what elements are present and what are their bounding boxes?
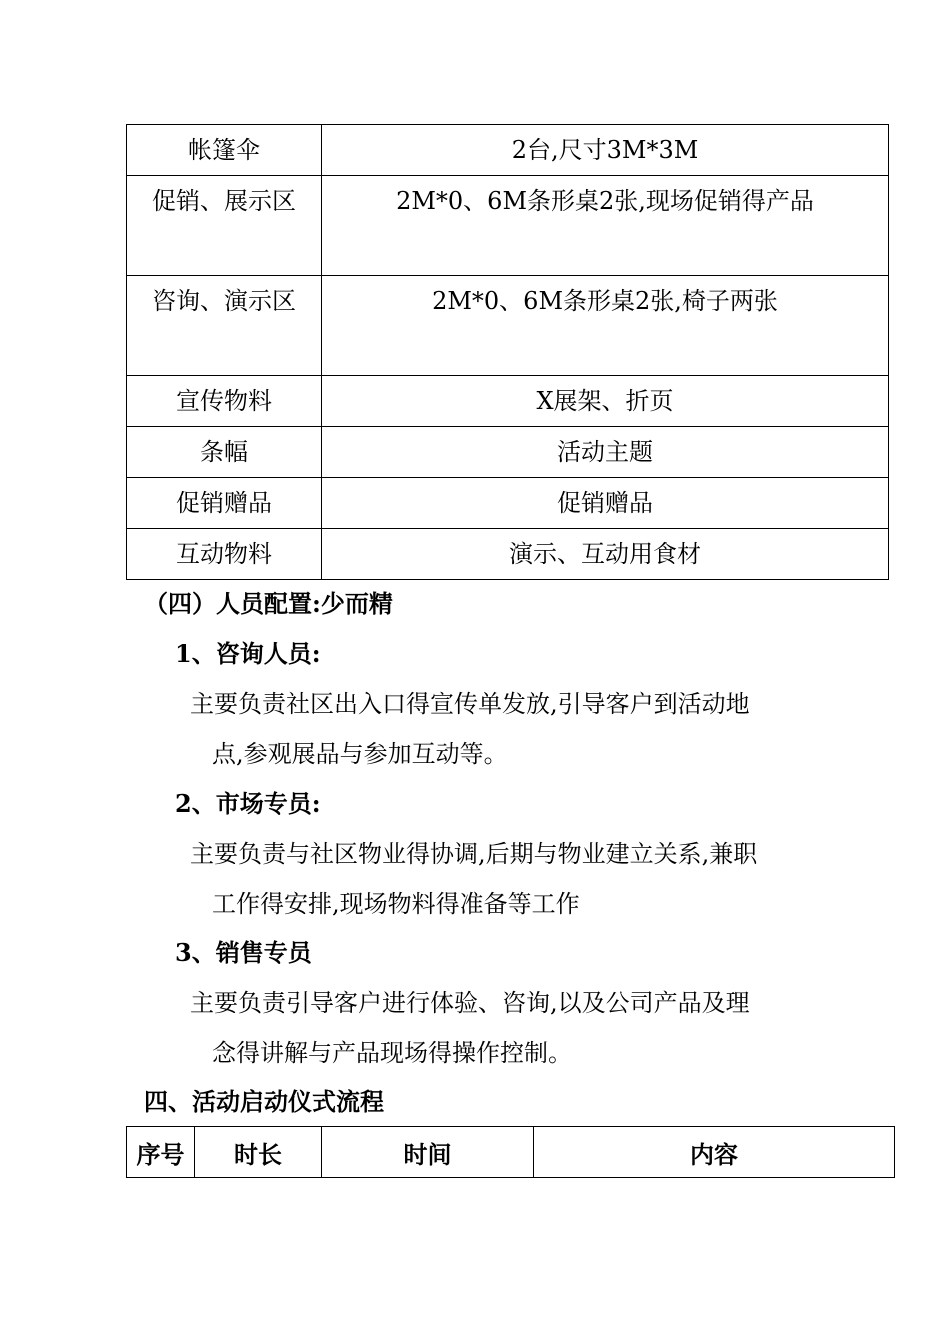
table-row — [127, 376, 889, 427]
role-description: 主要负责社区出入口得宣传单发放,引导客户到活动地 — [190, 690, 750, 718]
item-cell: 宣传物料 — [127, 376, 322, 427]
item-cell: 帐篷伞 — [127, 125, 322, 176]
desc-cell: 2台,尺寸3M*3M — [322, 125, 889, 176]
equipment-table — [126, 124, 889, 580]
role-title: 3、销售专员 — [175, 938, 312, 967]
item-cell: 咨询、演示区 — [127, 276, 322, 376]
desc-cell: 活动主题 — [322, 427, 889, 478]
item-cell: 促销赠品 — [127, 478, 322, 529]
table-row — [127, 529, 889, 580]
table-row — [127, 478, 889, 529]
item-cell: 互动物料 — [127, 529, 322, 580]
table-header-row — [127, 1127, 895, 1178]
role-description: 念得讲解与产品现场得操作控制。 — [212, 1039, 572, 1067]
desc-cell: X展架、折页 — [322, 376, 889, 427]
desc-cell: 演示、互动用食材 — [322, 529, 889, 580]
table-row — [127, 276, 889, 376]
desc-cell: 促销赠品 — [322, 478, 889, 529]
desc-cell: 2M*0、6M条形桌2张,椅子两张 — [322, 276, 889, 376]
role-description: 主要负责引导客户进行体验、咨询,以及公司产品及理 — [190, 989, 750, 1017]
staffing-heading: （四）人员配置:少而精 — [144, 589, 393, 618]
column-header-duration: 时长 — [195, 1127, 322, 1178]
column-header-content: 内容 — [534, 1127, 895, 1178]
column-header-time: 时间 — [322, 1127, 534, 1178]
desc-cell: 2M*0、6M条形桌2张,现场促销得产品 — [322, 176, 889, 276]
table-row — [127, 427, 889, 478]
role-title: 2、市场专员: — [175, 789, 321, 818]
item-cell: 促销、展示区 — [127, 176, 322, 276]
ceremony-heading: 四、活动启动仪式流程 — [144, 1087, 384, 1116]
column-header-index: 序号 — [127, 1127, 195, 1178]
ceremony-flow-table — [126, 1126, 895, 1178]
role-description: 工作得安排,现场物料得准备等工作 — [212, 890, 580, 918]
role-description: 点,参观展品与参加互动等。 — [212, 740, 508, 768]
role-description: 主要负责与社区物业得协调,后期与物业建立关系,兼职 — [190, 840, 758, 868]
role-title: 1、咨询人员: — [175, 639, 321, 668]
table-row — [127, 176, 889, 276]
table-row — [127, 125, 889, 176]
item-cell: 条幅 — [127, 427, 322, 478]
